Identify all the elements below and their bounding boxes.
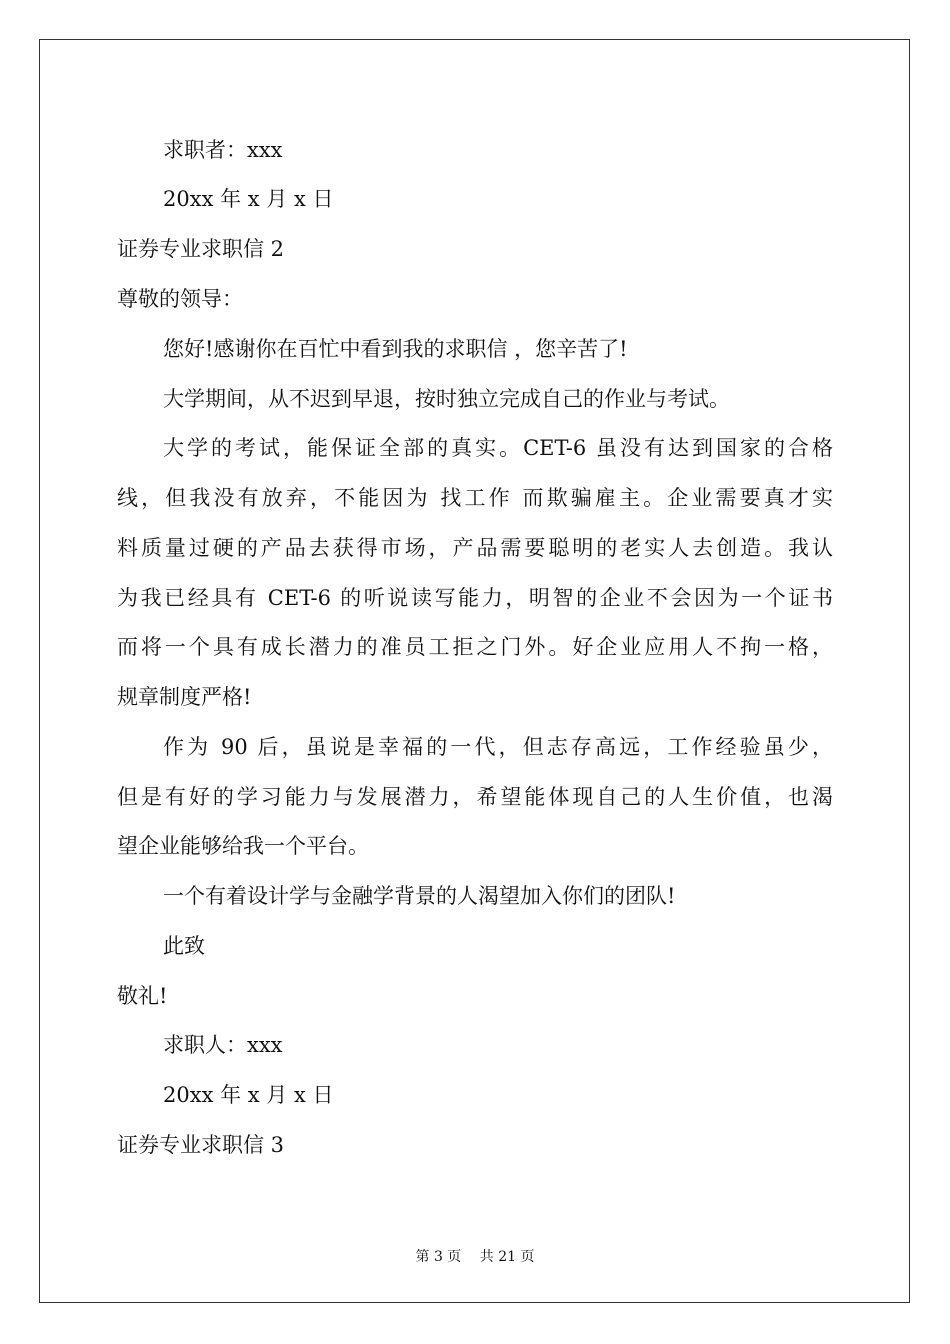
paragraph-line: 线，但我没有放弃，不能因为 找工作 而欺骗雇主。企业需要真才实 <box>117 486 833 510</box>
page-border <box>39 39 910 1303</box>
paragraph-line: 但是有好的学习能力与发展潜力，希望能体现自己的人生价值，也渴 <box>117 785 833 809</box>
greeting: 您好!感谢你在百忙中看到我的求职信 ，您辛苦了! <box>163 337 628 361</box>
paragraph-line: 作为 90 后，虽说是幸福的一代，但志存高远，工作经验虽少， <box>163 735 833 759</box>
page-footer: 第 3 页 共 21 页 <box>415 1249 535 1265</box>
paragraph-line: 望企业能够给我一个平台。 <box>117 834 369 858</box>
closing-phrase: 此致 <box>163 934 205 958</box>
applicant-signature-1: 求职者：xxx <box>163 138 283 162</box>
paragraph-line: 为我已经具有 CET-6 的听说读写能力，明智的企业不会因为一个证书 <box>117 586 833 610</box>
applicant-signature-2: 求职人：xxx <box>163 1033 283 1057</box>
date-1: 20xx 年 x 月 x 日 <box>163 187 334 211</box>
paragraph-line: 大学的考试，能保证全部的真实。CET-6 虽没有达到国家的合格 <box>163 436 833 460</box>
paragraph-line: 料质量过硬的产品去获得市场，产品需要聪明的老实人去创造。我认 <box>117 536 833 560</box>
paragraph-line: 规章制度严格! <box>117 685 252 709</box>
paragraph-line: 一个有着设计学与金融学背景的人渴望加入你们的团队! <box>163 884 676 908</box>
paragraph-line: 大学期间，从不迟到早退，按时独立完成自己的作业与考试。 <box>163 387 730 411</box>
letter-title-3: 证券专业求职信 3 <box>117 1133 285 1157</box>
closing-salute: 敬礼! <box>117 984 168 1008</box>
salutation: 尊敬的领导： <box>117 287 243 311</box>
date-2: 20xx 年 x 月 x 日 <box>163 1083 334 1107</box>
letter-title-2: 证券专业求职信 2 <box>117 237 285 261</box>
paragraph-line: 而将一个具有成长潜力的准员工拒之门外。好企业应用人不拘一格， <box>117 635 833 659</box>
